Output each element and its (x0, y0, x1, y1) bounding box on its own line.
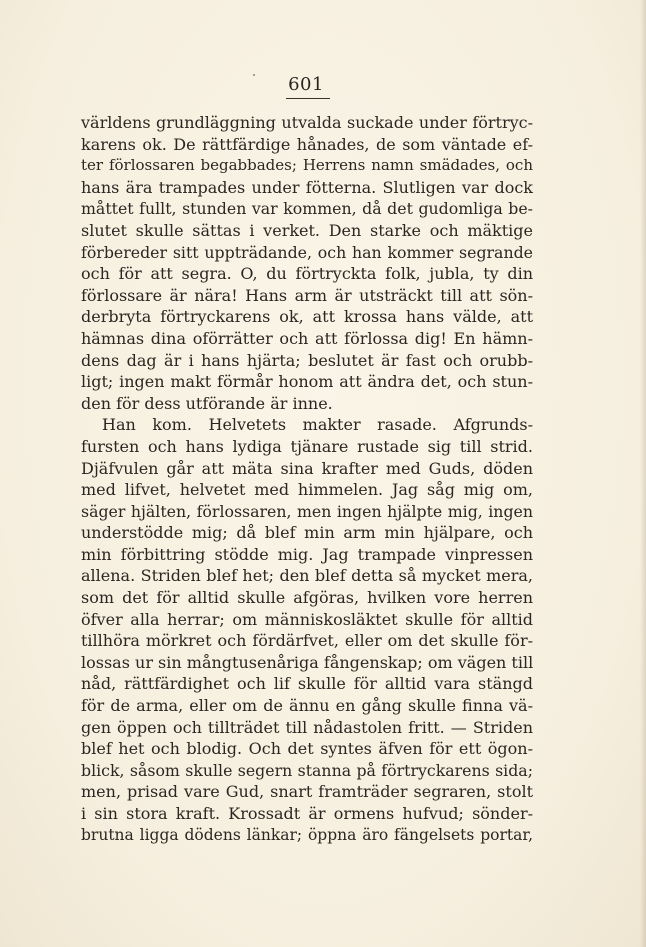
page-number-rule (286, 98, 330, 99)
text-line: karens ok. De rättfärdige hånades, de som väntade ef- (81, 134, 533, 154)
text-line: säger hjälten, förlossaren, men ingen hjälpte mig, ingen (81, 501, 533, 521)
text-line: understödde mig; då blef min arm min hjälpare, och (81, 523, 533, 543)
text-line: den för dess utförande är inne. (81, 393, 333, 413)
text-line: med lifvet, helvetet med himmelen. Jag såg mig om, (81, 480, 533, 500)
text-line: tillhöra mörkret och fördärfvet, eller om det skulle för- (81, 631, 533, 651)
text-line: måttet fullt, stunden var kommen, då det gudomliga be- (81, 199, 533, 219)
page-edge-shadow (640, 0, 646, 947)
text-line: blick, såsom skulle segern stanna på förtryckarens sida; (81, 760, 533, 780)
text-line: nåd, rättfärdighet och lif skulle för alltid vara stängd (81, 674, 533, 694)
text-line: brutna ligga dödens länkar; öppna äro fängelsets portar, (81, 825, 533, 844)
paper-speck (253, 74, 255, 76)
text-line: Djäfvulen går att mäta sina krafter med Guds, döden (81, 458, 533, 478)
page-number: 601 (288, 74, 324, 95)
text-line: i sin stora kraft. Krossadt är ormens hufvud; sönder- (81, 804, 533, 823)
text-line: ligt; ingen makt förmår honom att ändra det, och stun- (81, 372, 533, 392)
text-line: ter förlossaren begabbades; Herrens namn smädades, och (81, 156, 533, 175)
paragraph-1 (81, 112, 533, 414)
text-line: öfver alla herrar; om människosläktet skulle för alltid (81, 609, 533, 629)
text-line: lossas ur sin mångtusenåriga fångenskap; om vägen till (81, 652, 534, 672)
text-line: hämnas dina oförrätter och att förlossa dig! En hämn- (81, 328, 533, 348)
text-line: allena. Striden blef het; den blef detta så mycket mera, (81, 566, 533, 586)
text-line: förlossare är nära! Hans arm är utsträckt till att sön- (81, 285, 533, 305)
text-line: gen öppen och tillträdet till nådastolen fritt. — Striden (81, 717, 533, 737)
text-line: dens dag är i hans hjärta; beslutet är fast och orubb- (81, 350, 533, 370)
text-line: Han kom. Helvetets makter rasade. Afgrunds- (102, 415, 533, 435)
text-line: för de arma, eller om de ännu en gång skulle finna vä- (81, 696, 533, 716)
text-line: derbryta förtryckarens ok, att krossa hans välde, att (81, 307, 533, 327)
body-text (81, 112, 533, 846)
text-line: världens grundläggning utvalda suckade under förtryc- (81, 113, 533, 132)
text-line: som det för alltid skulle afgöras, hvilken vore herren (81, 588, 533, 608)
paragraph-2 (81, 414, 533, 846)
text-line: slutet skulle sättas i verket. Den starke och mäktige (81, 220, 533, 240)
text-line: min förbittring stödde mig. Jag trampade vinpressen (81, 544, 533, 564)
text-line: och för att segra. O, du förtryckta folk, jubla, ty din (81, 264, 533, 284)
text-line: förbereder sitt uppträdande, och han kommer segrande (81, 242, 533, 262)
text-line: hans ära trampades under fötterna. Slutligen var dock (81, 177, 533, 197)
text-line: blef het och blodig. Och det syntes äfven för ett ögon- (81, 739, 533, 759)
text-line: fursten och hans lydiga tjänare rustade sig till strid. (81, 436, 533, 456)
text-line: men, prisad vare Gud, snart framträder segraren, stolt (81, 782, 533, 802)
